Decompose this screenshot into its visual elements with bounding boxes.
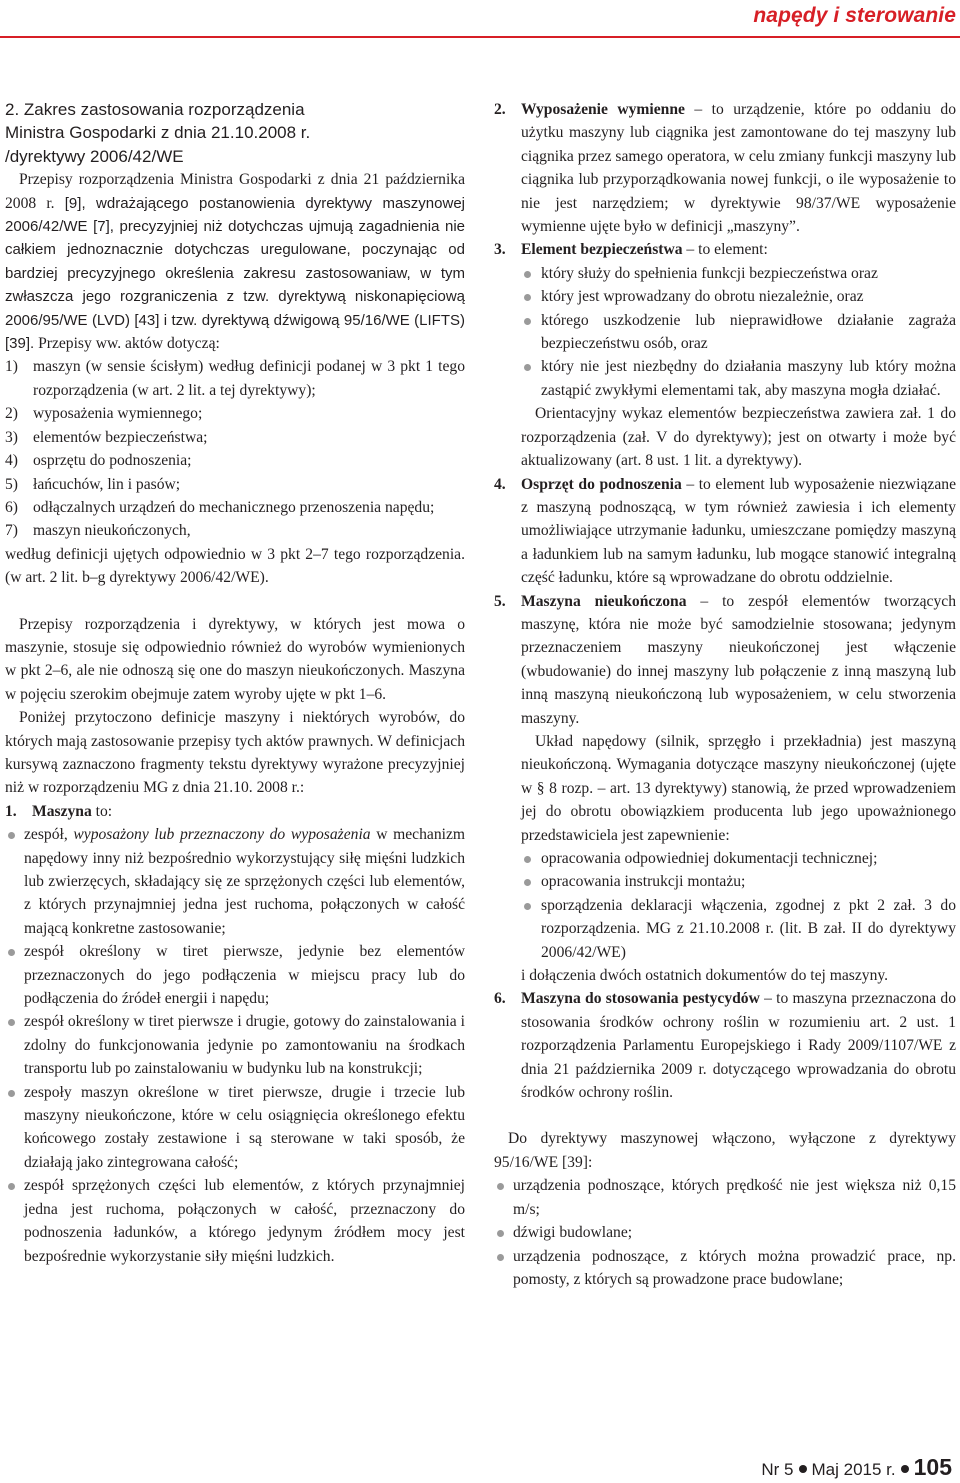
definition-safety-component: 3. Element bezpieczeństwa – to element: który służy do spełnienia funkcji bezpieczeństwa oraz który jest wprowadzany do obrotu niezależnie, oraz którego uszkodzenie lub nieprawidłowe działanie zagraża bezpieczeństwu osób, oraz który nie jest niezbędny do działania maszyny lub który można zastąpić zwykłymi elementami tak, aby maszyna mogła działać. Orientacyjny wykaz elementów bezpieczeństwa zawiera zał. 1 do rozporządzenia (zał. V do dyrektywy); jest on otwarty i może być aktualizowany (art. 8 ust. 1 lit. a dyrektywy).: [494, 238, 956, 472]
definition-term: Maszyna nieukończona: [521, 592, 687, 610]
issue-number: Nr 5: [761, 1460, 794, 1479]
definition-term: Maszyna: [32, 802, 92, 820]
note-paragraph: Orientacyjny wykaz elementów bezpieczeństwa zawiera zał. 1 do rozporządzenia (zał. V do dyrektywy); jest on otwarty i może być aktualizowany (art. 8 ust. 1 lit. a dyrektywy).: [521, 405, 956, 470]
intro-paragraph: Przepisy rozporządzenia Ministra Gospodarki z dnia 21 października 2008 r. [9], wdrażającego postanowienia dyrektywy maszynowej 2006/42/WE [7], precyzyjniej niż dotychczas ujmują zagadnienia nie całkiem jednoznacznie dotychczas uregulowane, poczynając od bardziej precyzyjnego określenia zakresu zastosowaniaw, w tym zwłaszcza jego rozgraniczenia z tzw. dyrektywą niskonapięciową 2006/95/WE (LVD) [43] i tzw. dyrektywą dźwigową 95/16/WE (LIFTS) [39]. Przepisy ww. aktów dotyczą:: [5, 171, 466, 353]
list-item: zespół sprzężonych części lub elementów, z których przynajmniej jedna jest ruchoma, połączonych w całość, przeznaczony do podnoszenia ładunków, a którego jedynym źródłem mocy jest bezpośrednie wykorzystanie siły mięśni ludzkich.: [5, 1174, 465, 1268]
list-item: 3) elementów bezpieczeństwa;: [5, 428, 208, 446]
separator-dot-icon: [901, 1465, 909, 1473]
list-item: którego uszkodzenie lub nieprawidłowe działanie zagraża bezpieczeństwu osób, oraz: [521, 309, 956, 356]
list-item: opracowania odpowiedniej dokumentacji technicznej;: [521, 847, 956, 870]
definition-machine: 1. Maszyna to:: [5, 802, 113, 820]
list-item: który nie jest niezbędny do działania maszyny lub który można zastąpić zwykłymi elementami tak, aby maszyna mogła działać.: [521, 355, 956, 402]
left-column: [5, 98, 465, 1268]
machine-bullet-list: [5, 823, 465, 1268]
safety-bullet-list: [521, 262, 956, 402]
list-item: 6) odłączalnych urządzeń do mechanicznego przenoszenia napędu;: [5, 498, 435, 516]
right-column: [494, 98, 956, 1291]
list-item: zespół określony w tiret pierwsze, jedynie bez elementów przeznaczonych do jego podłączenia w miejscu pracy lub do podłączenia do źródeł energii i napędu;: [5, 940, 465, 1010]
list-item: zespoły maszyn określone w tiret pierwsze, drugie i trzecie lub maszyny nieukończone, które w celu osiągnięcia określonego efektu końcowego zostały zestawione i są sterowane w taki sposób, że działają jako zintegrowana całość;: [5, 1081, 465, 1175]
section-title: napędy i sterowanie: [753, 4, 956, 27]
list-closing-text: według definicji ujętych odpowiednio w 3 pkt 2–7 tego rozporządzenia. (w art. 2 lit. b–g dyrektywy 2006/42/WE).: [5, 545, 465, 587]
list-item: sporządzenia deklaracji włączenia, zgodnej z pkt 2 zał. 3 do rozporządzenia. MG z 21.10.2008 r. (lit. B zał. II do dyrektywy 2006/42/WE): [521, 894, 956, 964]
definition-term: Maszyna do stosowania pestycydów: [521, 990, 760, 1008]
list-item: który służy do spełnienia funkcji bezpieczeństwa oraz: [521, 262, 956, 285]
note-paragraph: Układ napędowy (silnik, sprzęgło i przekładnia) jest maszyną nieukończoną. Wymagania dotyczące maszyny nieukończonej (ujęte w § 8 rozp. – art. 13 dyrektywy) stanowią, że przed wprowadzeniem jej do obrotu obowiązkiem producenta lub jego upoważnionego przedstawiciela jest zapewnienie:: [521, 732, 956, 844]
definition-term: Wyposażenie wymienne: [521, 101, 685, 118]
page-number: 105: [913, 1454, 952, 1480]
obligations-closing: i dołączenia dwóch ostatnich dokumentów do tej maszyny.: [521, 967, 889, 985]
separator-dot-icon: [799, 1465, 807, 1473]
list-item: opracowania instrukcji montażu;: [521, 870, 956, 893]
included-devices-list: [494, 1174, 956, 1291]
issue-date: Maj 2015 r.: [811, 1460, 896, 1479]
section-heading: 2. Zakres zastosowania rozporządzenia Ministra Gospodarki z dnia 21.10.2008 r. /dyrektywy 2006/42/WE: [5, 100, 311, 166]
list-item: 1) maszyn (w sensie ścisłym) według definicji podanej w 3 pkt 1 tego rozporządzenia (w art. 2 lit. a tej dyrektywy);: [5, 358, 465, 399]
list-item: dźwigi budowlane;: [494, 1221, 956, 1244]
list-item: zespół, wyposażony lub przeznaczony do wyposażenia w mechanizm napędowy inny niż bezpośrednio wykorzystujący siłę mięśni ludzkich lub zwierzęcych, składający się ze sprzężonych części lub elementów, z których przynajmniej jedna jest ruchoma, połączonych w całość mającą konkretne zastosowanie;: [5, 823, 465, 940]
list-item: urządzenia podnoszące, których prędkość nie jest większa niż 0,15 m/s;: [494, 1174, 956, 1221]
definition-pesticide-machine: 6. Maszyna do stosowania pestycydów – to maszyna przeznaczona do stosowania środków ochrony roślin w rozumieniu art. 2 ust. 1 rozporządzenia Parlamentu Europejskiego i Rady 2009/1107/WE z dnia 21 października 2009 r. dotyczącego wprowadzania do obrotu środków ochrony roślin.: [494, 990, 956, 1102]
definition-term: Element bezpieczeństwa: [521, 241, 683, 259]
definition-interchangeable-equipment: 2. Wyposażenie wymienne – to urządzenie, które po oddaniu do użytku maszyny lub ciągnika jest zamontowane do tej maszyny lub ciągnika przez samego operatora, w celu zmiany funkcji maszyny lub ciągnika lub przyporządkowania nowej funkcji, o ile wyposażenie to nie jest narzędziem; w dyrektywie 98/37/WE wyposażenie wymienne ujęte było w definicji „maszyny”.: [494, 101, 956, 236]
definition-term: Osprzęt do podnoszenia: [521, 475, 682, 493]
definition-partly-completed-machine: 5. Maszyna nieukończona – to zespół elementów tworzących maszynę, która nie może być samodzielnie stosowana; jedynym przeznaczeniem maszyny nieukończonej jest włączenie (wbudowanie) do innej maszyny lub połączenie z inną maszyną lub inną maszyną nieukończoną lub wyposażeniem, w celu stworzenia maszyny. Układ napędowy (silnik, sprzęgło i przekładnia) jest maszyną nieukończoną. Wymagania dotyczące maszyny nieukończonej (ujęte w § 8 rozp. – art. 13 dyrektywy) stanowią, że przed wprowadzeniem jej do obrotu obowiązkiem producenta lub jego upoważnionego przedstawiciela jest zapewnienie: opracowania odpowiedniej dokumentacji technicznej; opracowania instrukcji montażu; sporządzenia deklaracji włączenia, zgodnej z pkt 2 zał. 3 do rozporządzenia. MG z 21.10.2008 r. (lit. B zał. II do dyrektywy 2006/42/WE) i dołączenia dwóch ostatnich dokumentów do tej maszyny.: [494, 590, 956, 988]
list-item: urządzenia podnoszące, z których można prowadzić prace, np. pomosty, z których są prowadzone prace budowlane;: [494, 1245, 956, 1292]
list-item: 5) łańcuchów, lin i pasów;: [5, 475, 181, 493]
paragraph: Poniżej przytoczono definicje maszyny i niektórych wyrobów, do których mają zastosowanie przepisy tych aktów prawnych. W definicjach kursywą zaznaczono fragmenty tekstu dyrektywy wyrażone precyzyjniej niż w rozporządzeniu MG z dnia 21.10. 2008 r.:: [5, 709, 465, 797]
list-item: 4) osprzętu do podnoszenia;: [5, 452, 192, 470]
scope-list: [5, 355, 465, 542]
obligations-bullet-list: [521, 847, 956, 964]
list-item: zespół określony w tiret pierwsze i drugie, gotowy do zainstalowania i zdolny do funkcjonowania jedynie po zamontowaniu na środkach transportu lub po zainstalowaniu w budynku lub na konstrukcji;: [5, 1010, 465, 1080]
list-item: który jest wprowadzany do obrotu niezależnie, oraz: [521, 285, 956, 308]
page-footer: [761, 1454, 952, 1481]
header-rule: [0, 36, 960, 38]
paragraph: Do dyrektywy maszynowej włączono, wyłączone z dyrektywy 95/16/WE [39]:: [494, 1130, 956, 1171]
paragraph: Przepisy rozporządzenia i dyrektywy, w których jest mowa o maszynie, stosuje się odpowiednio również do wyrobów wymienionych w pkt 2–6, ale nie odnoszą się one do maszyn nieukończonych. Maszyna w pojęciu szerokim obejmuje zatem wyroby ujęte w pkt 1–6.: [5, 615, 465, 703]
list-item: 2) wyposażenia wymiennego;: [5, 405, 203, 423]
definition-lifting-accessory: 4. Osprzęt do podnoszenia – to element lub wyposażenie niezwiązane z maszyną podnoszącą, w tym również zawiesia i ich elementy umożliwiające utrzymanie ładunku, umieszczane pomiędzy maszyną a ładunkiem lub na samym ładunku, lub mogące stanowić integralną część ładunku, które są wprowadzane do obrotu oddzielnie.: [494, 475, 956, 587]
list-item: 7) maszyn nieukończonych,: [5, 522, 191, 540]
